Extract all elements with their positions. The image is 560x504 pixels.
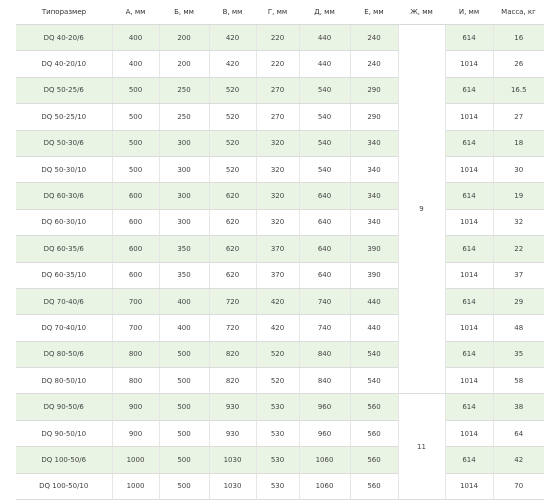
header-type: Типоразмер [16,0,112,25]
cell-i: 614 [445,130,493,156]
cell-e: 560 [350,473,398,499]
header-v: В, мм [209,0,256,25]
table-row [16,341,544,367]
cell-g: 320 [256,130,299,156]
cell-b: 500 [159,420,209,446]
cell-mass: 18 [493,130,544,156]
header-row [16,0,544,25]
cell-g: 530 [256,473,299,499]
cell-d: 640 [299,183,350,209]
cell-i: 1014 [445,368,493,394]
cell-a: 600 [112,236,159,262]
header-d: Д, мм [299,0,350,25]
cell-d: 540 [299,130,350,156]
table-row [16,473,544,499]
cell-e: 440 [350,315,398,341]
cell-type: DQ 80-50/6 [16,341,112,367]
cell-i: 614 [445,341,493,367]
cell-e: 240 [350,25,398,51]
cell-d: 640 [299,262,350,288]
table-row [16,209,544,235]
cell-b: 350 [159,262,209,288]
table-row [16,288,544,314]
cell-b: 300 [159,209,209,235]
specs-table-wrapper [16,0,544,500]
cell-b: 200 [159,51,209,77]
table-row [16,447,544,473]
cell-b: 300 [159,183,209,209]
cell-e: 340 [350,156,398,182]
cell-mass: 29 [493,288,544,314]
cell-i: 1014 [445,473,493,499]
cell-i: 614 [445,288,493,314]
cell-mass: 38 [493,394,544,420]
cell-type: DQ 40-20/10 [16,51,112,77]
cell-i: 1014 [445,156,493,182]
cell-v: 1030 [209,447,256,473]
cell-i: 1014 [445,420,493,446]
cell-v: 820 [209,341,256,367]
cell-g: 320 [256,183,299,209]
cell-g: 220 [256,25,299,51]
table-row [16,156,544,182]
cell-b: 400 [159,315,209,341]
table-row [16,25,544,51]
cell-a: 500 [112,104,159,130]
cell-e: 560 [350,420,398,446]
table-row [16,262,544,288]
cell-a: 900 [112,420,159,446]
cell-mass: 70 [493,473,544,499]
header-e: Е, мм [350,0,398,25]
cell-e: 560 [350,394,398,420]
table-row [16,183,544,209]
cell-v: 620 [209,183,256,209]
cell-mass: 37 [493,262,544,288]
cell-v: 520 [209,77,256,103]
cell-d: 740 [299,315,350,341]
cell-e: 290 [350,104,398,130]
header-a: А, мм [112,0,159,25]
cell-d: 960 [299,420,350,446]
cell-type: DQ 50-30/10 [16,156,112,182]
cell-d: 540 [299,156,350,182]
cell-v: 1030 [209,473,256,499]
cell-b: 350 [159,236,209,262]
cell-g: 530 [256,420,299,446]
cell-type: DQ 60-35/6 [16,236,112,262]
cell-i: 1014 [445,262,493,288]
cell-i: 1014 [445,209,493,235]
cell-d: 1060 [299,473,350,499]
cell-e: 290 [350,77,398,103]
cell-type: DQ 60-35/10 [16,262,112,288]
cell-g: 420 [256,315,299,341]
cell-b: 500 [159,368,209,394]
cell-b: 500 [159,394,209,420]
specs-table [16,0,544,500]
cell-v: 930 [209,394,256,420]
cell-a: 700 [112,288,159,314]
cell-d: 640 [299,209,350,235]
table-row [16,236,544,262]
header-i: И, мм [445,0,493,25]
header-mass: Масса, кг [493,0,544,25]
cell-a: 900 [112,394,159,420]
header-g: Г, мм [256,0,299,25]
cell-mass: 35 [493,341,544,367]
cell-mass: 16 [493,25,544,51]
cell-d: 740 [299,288,350,314]
cell-v: 620 [209,262,256,288]
cell-d: 960 [299,394,350,420]
table-row [16,420,544,446]
cell-d: 440 [299,51,350,77]
cell-a: 1000 [112,473,159,499]
cell-a: 800 [112,341,159,367]
cell-a: 500 [112,156,159,182]
table-row [16,51,544,77]
header-b: Б, мм [159,0,209,25]
cell-zh: 11 [398,394,445,500]
cell-g: 530 [256,394,299,420]
cell-mass: 32 [493,209,544,235]
cell-type: DQ 90-50/6 [16,394,112,420]
cell-i: 614 [445,183,493,209]
cell-a: 600 [112,209,159,235]
cell-d: 1060 [299,447,350,473]
cell-i: 614 [445,77,493,103]
cell-i: 614 [445,25,493,51]
cell-v: 930 [209,420,256,446]
cell-type: DQ 50-25/10 [16,104,112,130]
cell-g: 320 [256,209,299,235]
cell-v: 720 [209,315,256,341]
cell-e: 340 [350,209,398,235]
cell-d: 540 [299,77,350,103]
cell-e: 560 [350,447,398,473]
cell-type: DQ 100-50/10 [16,473,112,499]
cell-mass: 27 [493,104,544,130]
cell-a: 600 [112,262,159,288]
cell-e: 390 [350,262,398,288]
cell-a: 500 [112,77,159,103]
cell-type: DQ 80-50/10 [16,368,112,394]
cell-type: DQ 90-50/10 [16,420,112,446]
cell-v: 420 [209,25,256,51]
cell-i: 614 [445,447,493,473]
cell-g: 270 [256,104,299,130]
cell-g: 530 [256,447,299,473]
table-row [16,77,544,103]
cell-i: 614 [445,236,493,262]
cell-a: 600 [112,183,159,209]
cell-v: 420 [209,51,256,77]
cell-a: 800 [112,368,159,394]
cell-v: 520 [209,104,256,130]
cell-b: 500 [159,447,209,473]
cell-mass: 26 [493,51,544,77]
cell-i: 614 [445,394,493,420]
cell-i: 1014 [445,104,493,130]
cell-i: 1014 [445,51,493,77]
cell-a: 1000 [112,447,159,473]
table-row [16,315,544,341]
cell-type: DQ 100-50/6 [16,447,112,473]
cell-g: 270 [256,77,299,103]
cell-g: 220 [256,51,299,77]
cell-mass: 22 [493,236,544,262]
cell-g: 420 [256,288,299,314]
cell-a: 400 [112,51,159,77]
cell-v: 720 [209,288,256,314]
cell-b: 500 [159,473,209,499]
cell-zh: 9 [398,25,445,394]
cell-v: 520 [209,130,256,156]
cell-type: DQ 40-20/6 [16,25,112,51]
cell-g: 370 [256,262,299,288]
cell-type: DQ 50-25/6 [16,77,112,103]
cell-e: 540 [350,341,398,367]
table-row [16,130,544,156]
cell-type: DQ 60-30/6 [16,183,112,209]
cell-mass: 42 [493,447,544,473]
cell-type: DQ 70-40/6 [16,288,112,314]
cell-b: 250 [159,77,209,103]
table-body [16,25,544,500]
cell-d: 840 [299,341,350,367]
cell-g: 370 [256,236,299,262]
cell-e: 390 [350,236,398,262]
cell-type: DQ 50-30/6 [16,130,112,156]
cell-mass: 16.5 [493,77,544,103]
table-header [16,0,544,25]
table-row [16,368,544,394]
cell-b: 300 [159,130,209,156]
cell-g: 520 [256,341,299,367]
cell-b: 250 [159,104,209,130]
cell-mass: 64 [493,420,544,446]
cell-d: 640 [299,236,350,262]
cell-i: 1014 [445,315,493,341]
cell-b: 200 [159,25,209,51]
table-row [16,104,544,130]
cell-e: 440 [350,288,398,314]
cell-b: 400 [159,288,209,314]
cell-type: DQ 60-30/10 [16,209,112,235]
cell-mass: 48 [493,315,544,341]
cell-e: 340 [350,183,398,209]
cell-mass: 58 [493,368,544,394]
cell-b: 300 [159,156,209,182]
cell-mass: 19 [493,183,544,209]
cell-v: 620 [209,236,256,262]
cell-e: 340 [350,130,398,156]
cell-a: 500 [112,130,159,156]
cell-d: 840 [299,368,350,394]
cell-a: 400 [112,25,159,51]
cell-e: 240 [350,51,398,77]
cell-b: 500 [159,341,209,367]
cell-v: 520 [209,156,256,182]
cell-v: 620 [209,209,256,235]
table-row [16,394,544,420]
cell-v: 820 [209,368,256,394]
cell-g: 320 [256,156,299,182]
cell-mass: 30 [493,156,544,182]
cell-d: 440 [299,25,350,51]
cell-e: 540 [350,368,398,394]
header-zh: Ж, мм [398,0,445,25]
cell-d: 540 [299,104,350,130]
cell-type: DQ 70-40/10 [16,315,112,341]
cell-a: 700 [112,315,159,341]
cell-g: 520 [256,368,299,394]
